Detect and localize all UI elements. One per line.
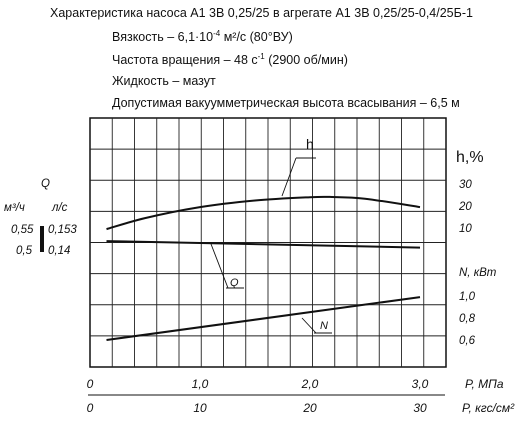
viscosity-text: Вязкость – 6,1·10	[112, 30, 214, 45]
series-line-n	[107, 297, 421, 340]
pressure-kgf-tick-label: 0	[86, 401, 94, 415]
leader-line-n	[302, 318, 316, 333]
liquid-line: Жидкость – мазут	[112, 74, 216, 88]
flow-tick-ls: 0,14	[48, 245, 71, 257]
viscosity-unit: м²/с (80°ВУ)	[220, 30, 293, 45]
efficiency-tick-label: 10	[459, 223, 472, 235]
viscosity-exponent: -4	[213, 29, 221, 38]
power-tick-label: 0,8	[459, 313, 475, 325]
efficiency-tick-label: 20	[459, 201, 472, 213]
efficiency-tick-label: 30	[459, 179, 472, 191]
series-label-h: h	[306, 136, 314, 152]
pressure-kgf-tick-label: 30	[413, 401, 427, 415]
flow-unit-ls: л/с	[52, 202, 68, 214]
pressure-mpa-tick-label: 1,0	[191, 377, 209, 391]
series-label-q: Q	[230, 277, 239, 289]
chart-title: Характеристика насоса А1 3В 0,25/25 в агрегате А1 3В 0,25/25-0,4/25Б-1	[50, 6, 473, 20]
series-line-h	[107, 197, 421, 229]
leader-line-h	[282, 158, 296, 196]
flow-tick-m3h: 0,55	[11, 224, 34, 236]
series-label-n: N	[320, 320, 328, 332]
pressure-mpa-tick-label: 3,0	[411, 377, 429, 391]
efficiency-axis-label: h,%	[456, 149, 484, 166]
flow-unit-m3h: м³/ч	[4, 202, 25, 214]
power-tick-label: 0,6	[459, 335, 475, 347]
pressure-kgf-tick-label: 20	[303, 401, 317, 415]
pressure-mpa-tick-label: 2,0	[301, 377, 319, 391]
flow-axis-bar	[40, 226, 44, 252]
power-tick-label: 1,0	[459, 291, 475, 303]
pressure-kgf-axis-label: P, кгс/см²	[462, 401, 515, 415]
flow-axis-label: Q	[41, 178, 50, 190]
suction-height-line: Допустимая вакуумметрическая высота всасывания – 6,5 м	[112, 96, 460, 110]
speed-unit: (2900 об/мин)	[264, 53, 348, 68]
flow-tick-m3h: 0,5	[16, 245, 32, 257]
leader-line-q	[211, 244, 228, 288]
speed-text: Частота вращения – 48 с	[112, 53, 258, 68]
flow-tick-ls: 0,153	[48, 224, 77, 236]
speed-exponent: -1	[257, 52, 265, 61]
pressure-kgf-tick-label: 10	[193, 401, 207, 415]
pressure-mpa-tick-label: 0	[86, 377, 94, 391]
pressure-mpa-axis-label: P, МПа	[465, 377, 504, 391]
power-axis-label: N, кВт	[459, 267, 497, 279]
